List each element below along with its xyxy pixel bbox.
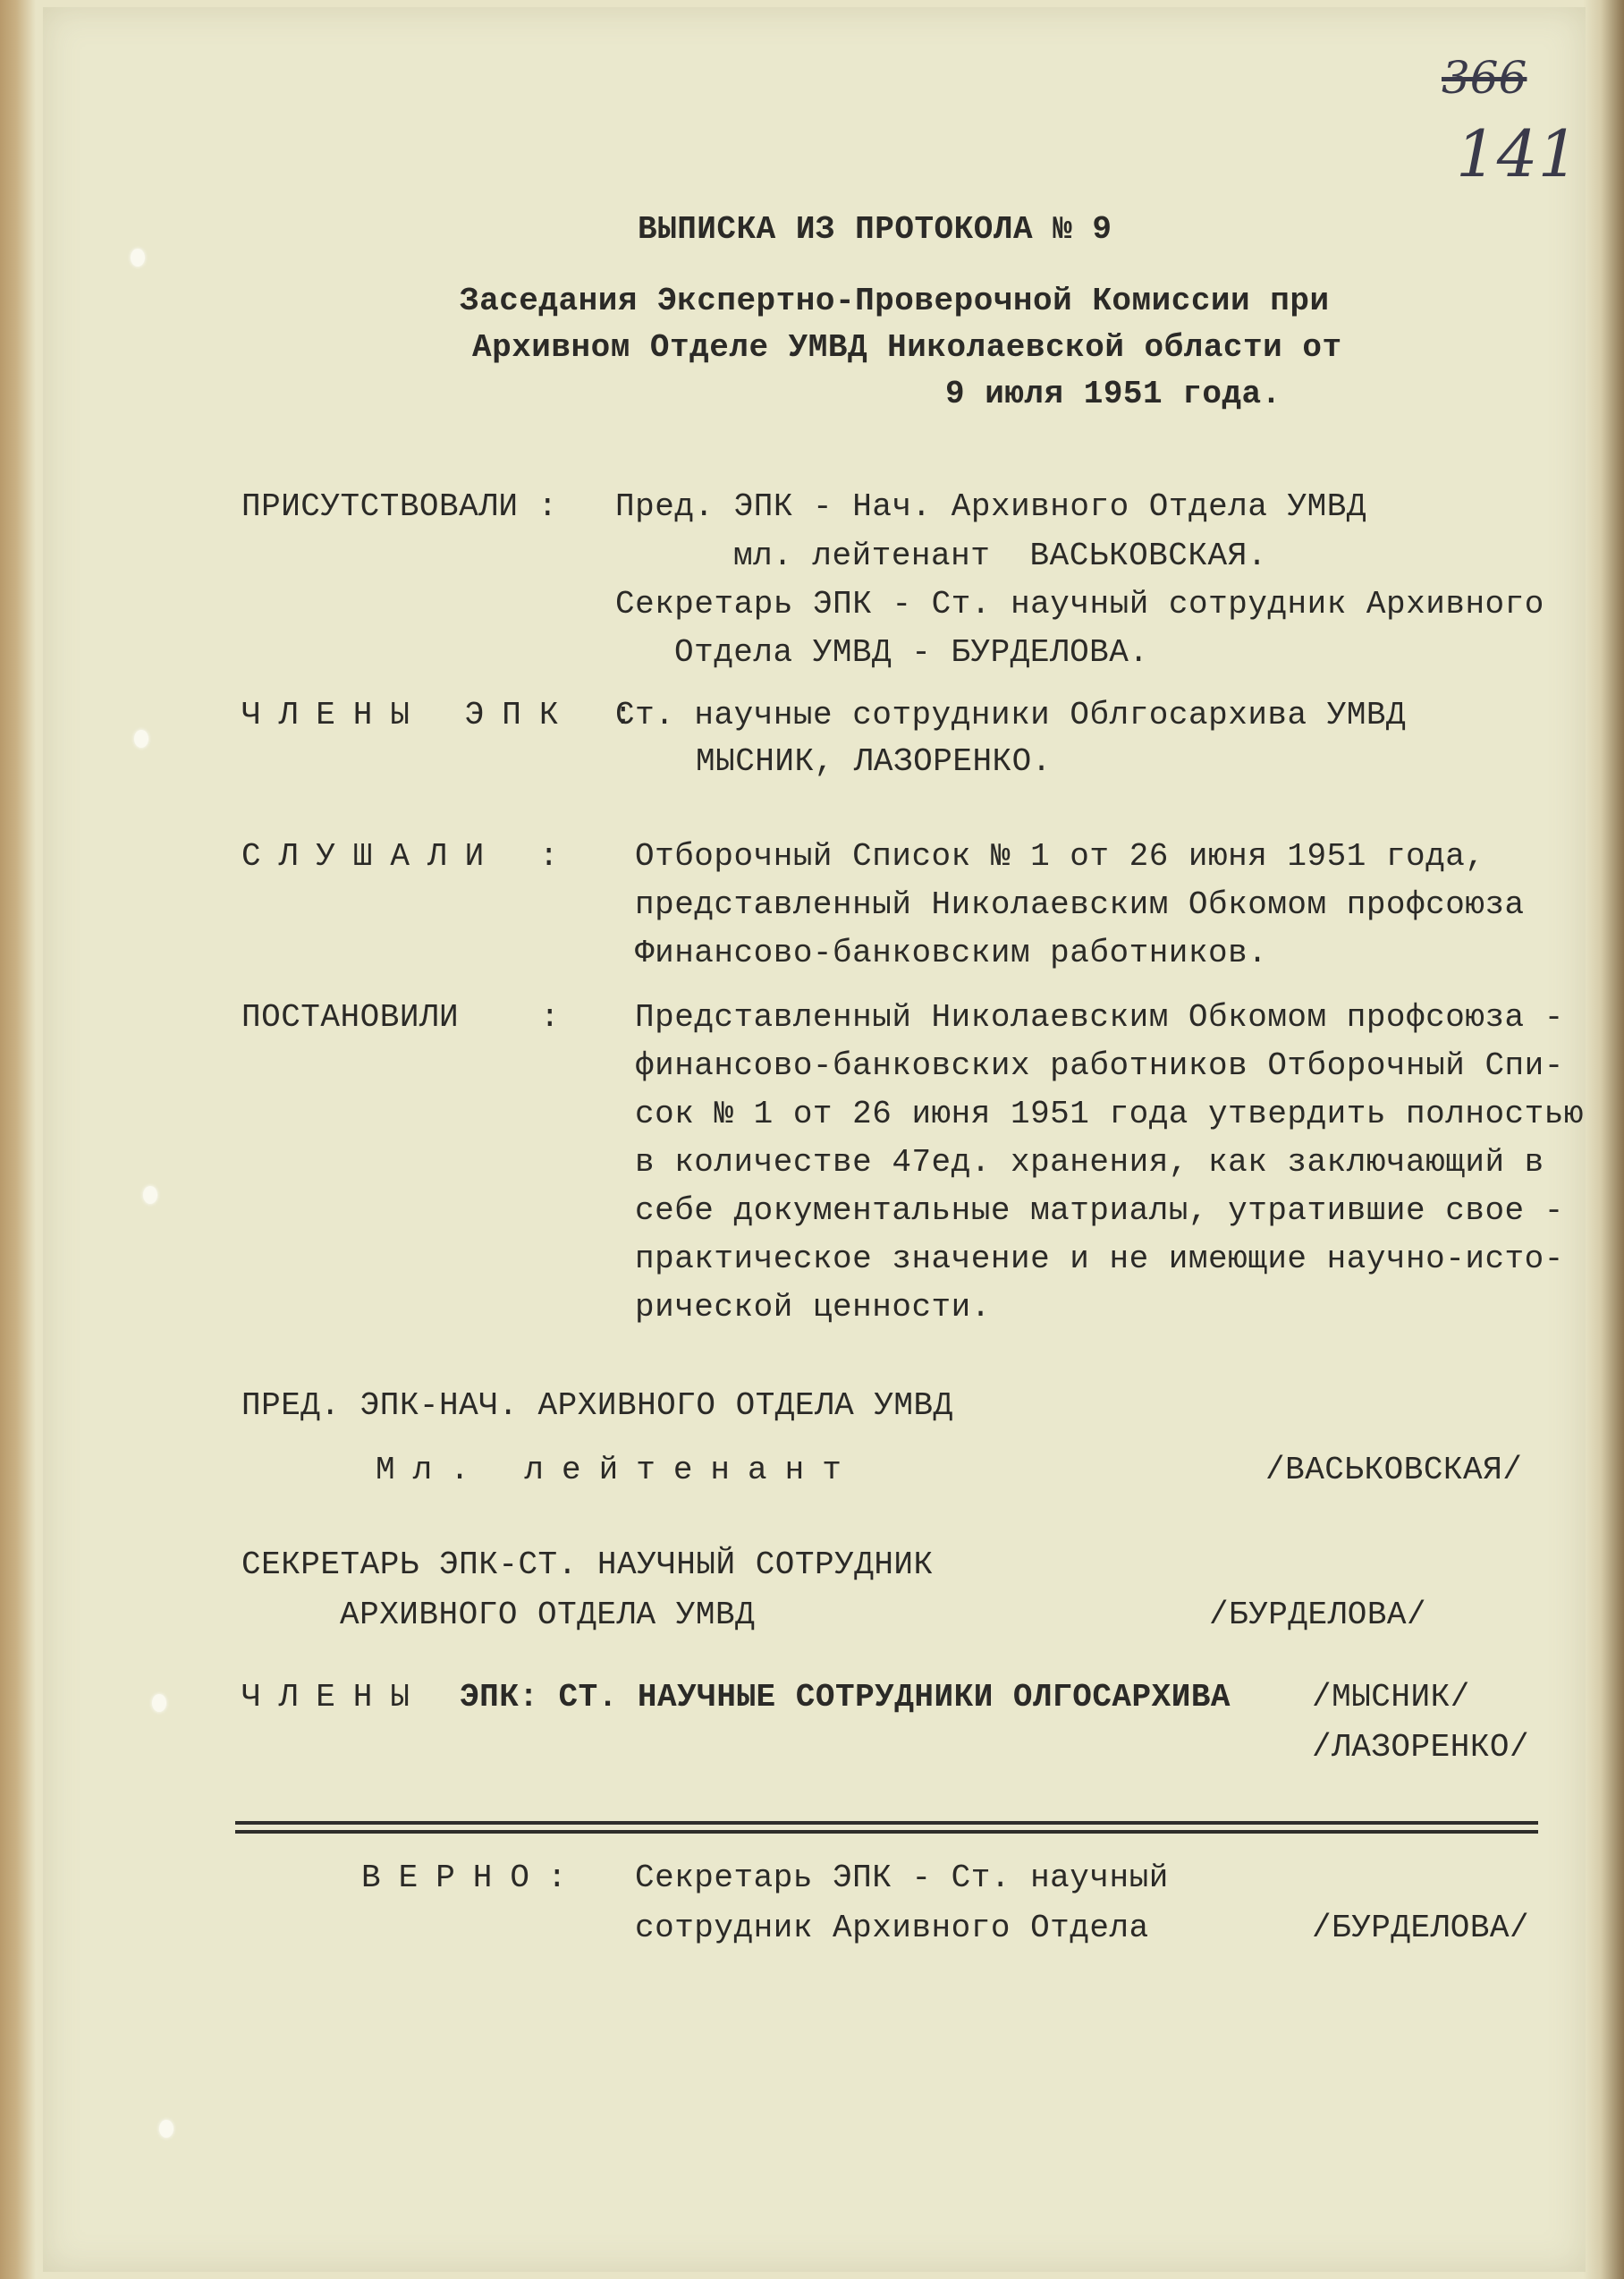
punch-hole — [131, 249, 145, 267]
subtitle-line-3: 9 июля 1951 года. — [945, 376, 1281, 412]
archive-page-number-old: 366 — [1442, 52, 1527, 104]
certification-line-1: Секретарь ЭПК - Ст. научный — [635, 1860, 1169, 1896]
separator-line-bottom — [235, 1830, 1538, 1834]
subtitle-line-1: Заседания Экспертно-Проверочной Комиссии при — [460, 283, 1330, 319]
heard-line-1: Отборочный Список № 1 от 26 июня 1951 года, — [635, 838, 1485, 875]
members-line-1: Ст. научные сотрудники Облгосархива УМВД — [615, 697, 1407, 733]
punch-hole — [159, 2120, 173, 2138]
separator-line-top — [235, 1821, 1538, 1825]
secretary-title-line-2: АРХИВНОГО ОТДЕЛА УМВД — [340, 1597, 756, 1633]
members-label: ЧЛЕНЫ ЭПК : — [241, 697, 651, 733]
resolved-line-7: рической ценности. — [635, 1289, 991, 1326]
punch-hole — [134, 730, 148, 748]
present-line-3: Секретарь ЭПК - Ст. научный сотрудник Архивного — [615, 586, 1544, 623]
secretary-title-line-1: СЕКРЕТАРЬ ЭПК-СТ. НАУЧНЫЙ СОТРУДНИК — [241, 1546, 934, 1583]
resolved-line-5: себе документальные матриалы, утратившие свое - — [635, 1192, 1564, 1229]
resolved-line-4: в количестве 47ед. хранения, как заключающий в — [635, 1144, 1544, 1181]
present-line-2: мл. лейтенант ВАСЬКОВСКАЯ. — [733, 538, 1267, 574]
certification-name: /БУРДЕЛОВА/ — [1312, 1910, 1530, 1946]
sign-members-title: ЭПК: СТ. НАУЧНЫЕ СОТРУДНИКИ ОЛГОСАРХИВА — [460, 1679, 1231, 1716]
certification-label: ВЕРНО: — [361, 1860, 585, 1896]
certification-line-2: сотрудник Архивного Отдела — [635, 1910, 1149, 1946]
secretary-name: /БУРДЕЛОВА/ — [1209, 1597, 1427, 1633]
present-line-1: Пред. ЭПК - Нач. Архивного Отдела УМВД — [615, 488, 1366, 525]
resolved-line-1: Представленный Николаевским Обкомом профсоюза - — [635, 999, 1564, 1036]
punch-hole — [143, 1186, 157, 1204]
chair-name: /ВАСЬКОВСКАЯ/ — [1265, 1452, 1523, 1488]
resolved-colon: : — [540, 999, 561, 1036]
heard-line-2: представленный Николаевским Обкомом профсоюза — [635, 886, 1525, 923]
chair-rank: Мл. лейтенант — [376, 1452, 859, 1488]
resolved-line-2: финансово-банковских работников Отборочный Спи- — [635, 1047, 1564, 1084]
heard-label: СЛУШАЛИ : — [241, 838, 577, 875]
member-name-1: /МЫСНИК/ — [1312, 1679, 1470, 1716]
punch-hole — [152, 1694, 166, 1712]
sign-members-label: ЧЛЕНЫ — [241, 1679, 428, 1716]
members-line-2: МЫСНИК, ЛАЗОРЕНКО. — [696, 743, 1052, 780]
heard-line-3: Финансово-банковским работников. — [635, 935, 1268, 971]
present-label: ПРИСУТСТВОВАЛИ : — [241, 488, 558, 525]
member-name-2: /ЛАЗОРЕНКО/ — [1312, 1729, 1530, 1766]
resolved-line-3: сок № 1 от 26 июня 1951 года утвердить полностью — [635, 1096, 1584, 1132]
chair-title: ПРЕД. ЭПК-НАЧ. АРХИВНОГО ОТДЕЛА УМВД — [241, 1387, 953, 1424]
archive-page-number-new: 141 — [1456, 116, 1579, 191]
resolved-line-6: практическое значение и не имеющие научно-исто- — [635, 1241, 1564, 1277]
resolved-label: ПОСТАНОВИЛИ — [241, 999, 460, 1036]
present-line-4: Отдела УМВД - БУРДЕЛОВА. — [674, 634, 1149, 671]
document-title: ВЫПИСКА ИЗ ПРОТОКОЛА № 9 — [638, 211, 1112, 248]
subtitle-line-2: Архивном Отделе УМВД Николаевской области от — [472, 329, 1342, 366]
